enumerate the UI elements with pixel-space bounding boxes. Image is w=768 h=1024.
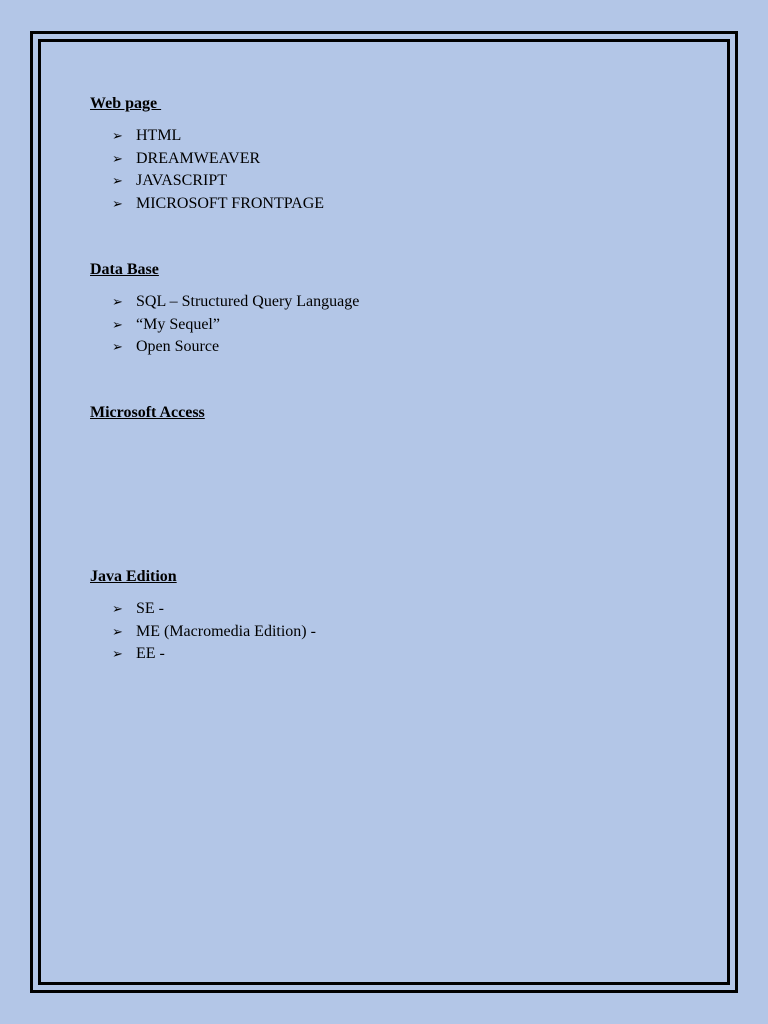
arrow-bullet-icon: ➢ — [112, 173, 123, 188]
arrow-bullet-icon: ➢ — [112, 128, 123, 143]
list-item-label: SE - — [136, 600, 164, 617]
list-item-label: “My Sequel” — [136, 315, 220, 333]
list-item — [112, 125, 324, 148]
arrow-bullet-icon: ➢ — [112, 646, 123, 661]
arrow-bullet-icon: ➢ — [112, 601, 123, 616]
data-base-list — [112, 291, 359, 359]
java-edition-list — [112, 598, 316, 666]
section-heading-web-page: Web page — [90, 95, 162, 112]
list-item — [112, 336, 359, 359]
list-item — [112, 291, 359, 314]
arrow-bullet-icon: ➢ — [112, 195, 123, 211]
list-item — [112, 598, 316, 621]
arrow-bullet-icon: ➢ — [112, 294, 123, 309]
arrow-bullet-icon: ➢ — [112, 316, 123, 332]
list-item-label: Open Source — [136, 338, 220, 355]
arrow-bullet-icon: ➢ — [112, 339, 123, 354]
list-item — [112, 148, 324, 171]
list-item — [112, 170, 324, 193]
list-item-label: JAVASCRIPT — [136, 172, 228, 189]
list-item-label: ME (Macromedia Edition) - — [136, 622, 316, 640]
arrow-bullet-icon: ➢ — [112, 150, 123, 166]
list-item — [112, 621, 316, 644]
section-heading-microsoft-access: Microsoft Access — [90, 404, 205, 421]
list-item-label: HTML — [136, 127, 182, 144]
list-item-label: SQL – Structured Query Language — [136, 293, 360, 310]
list-item — [112, 314, 359, 337]
list-item — [112, 643, 316, 666]
web-page-list — [112, 125, 324, 215]
section-heading-data-base: Data Base — [90, 261, 159, 278]
list-item — [112, 193, 324, 216]
arrow-bullet-icon: ➢ — [112, 623, 123, 639]
list-item-label: MICROSOFT FRONTPAGE — [136, 194, 325, 212]
list-item-label: DREAMWEAVER — [136, 149, 261, 167]
list-item-label: EE - — [136, 645, 165, 662]
section-heading-java-edition: Java Edition — [90, 568, 177, 585]
